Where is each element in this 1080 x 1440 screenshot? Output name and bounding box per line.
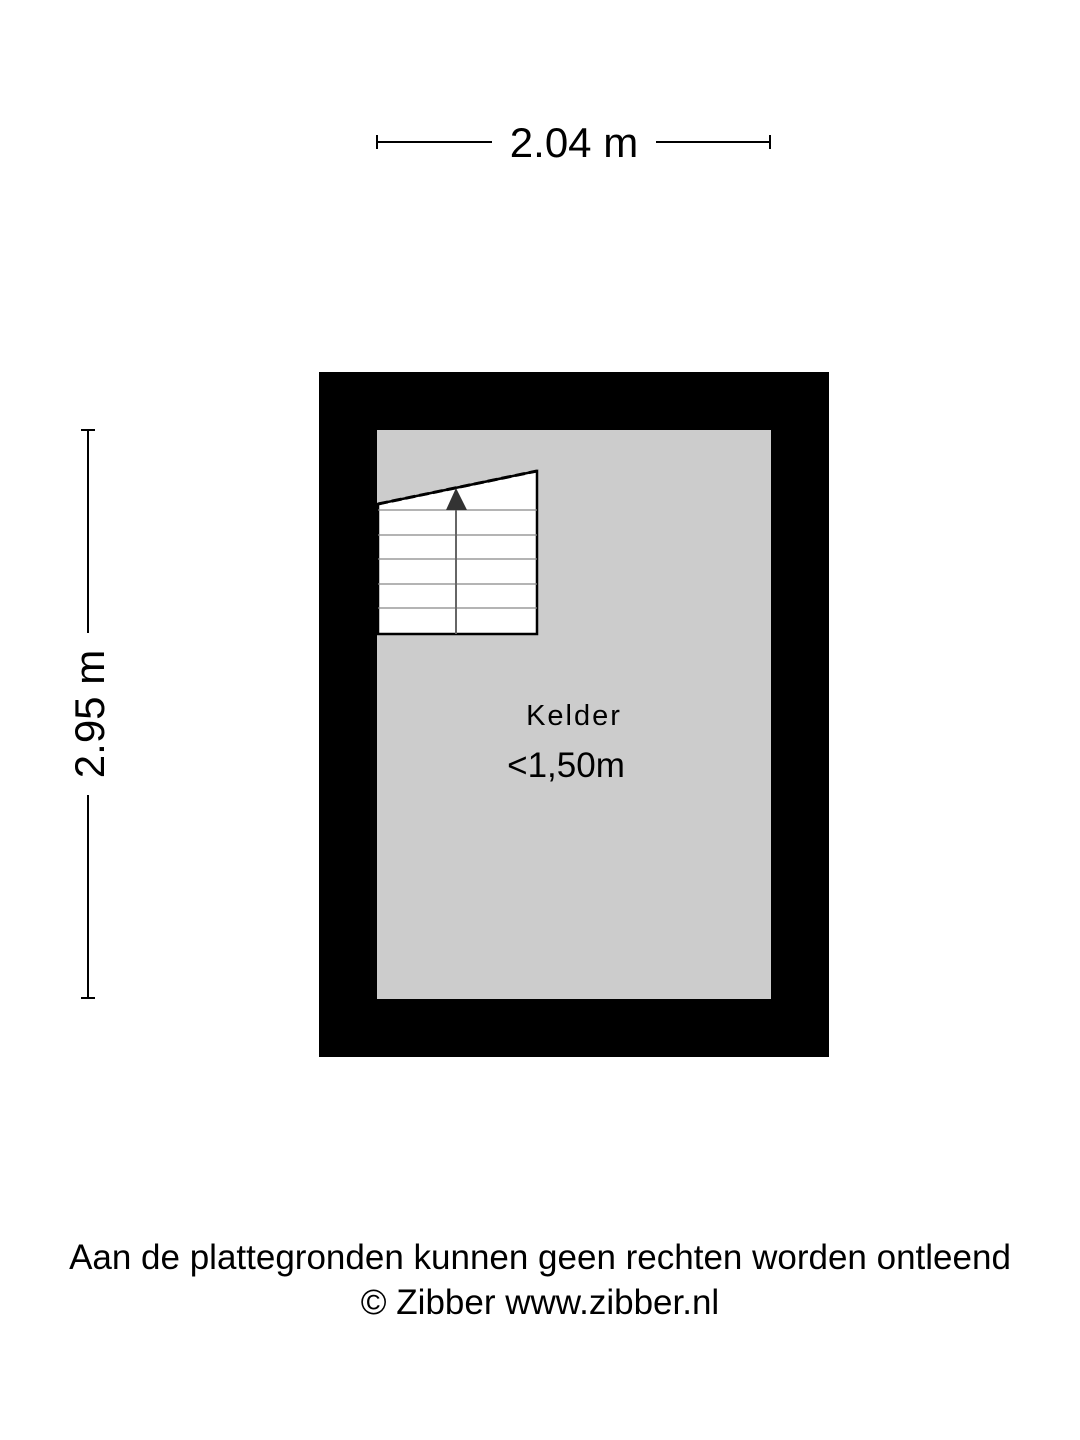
room-height-note: <1,50m (507, 746, 625, 785)
copyright-text: © Zibber www.zibber.nl (360, 1283, 720, 1322)
height-dimension (66, 429, 113, 999)
width-dimension (376, 119, 771, 166)
width-dimension-label: 2.04 m (509, 119, 639, 166)
disclaimer-text: Aan de plattegronden kunnen geen rechten worden ontleend (69, 1238, 1011, 1277)
room-name: Kelder (526, 700, 622, 732)
height-dimension-label: 2.95 m (66, 649, 113, 779)
